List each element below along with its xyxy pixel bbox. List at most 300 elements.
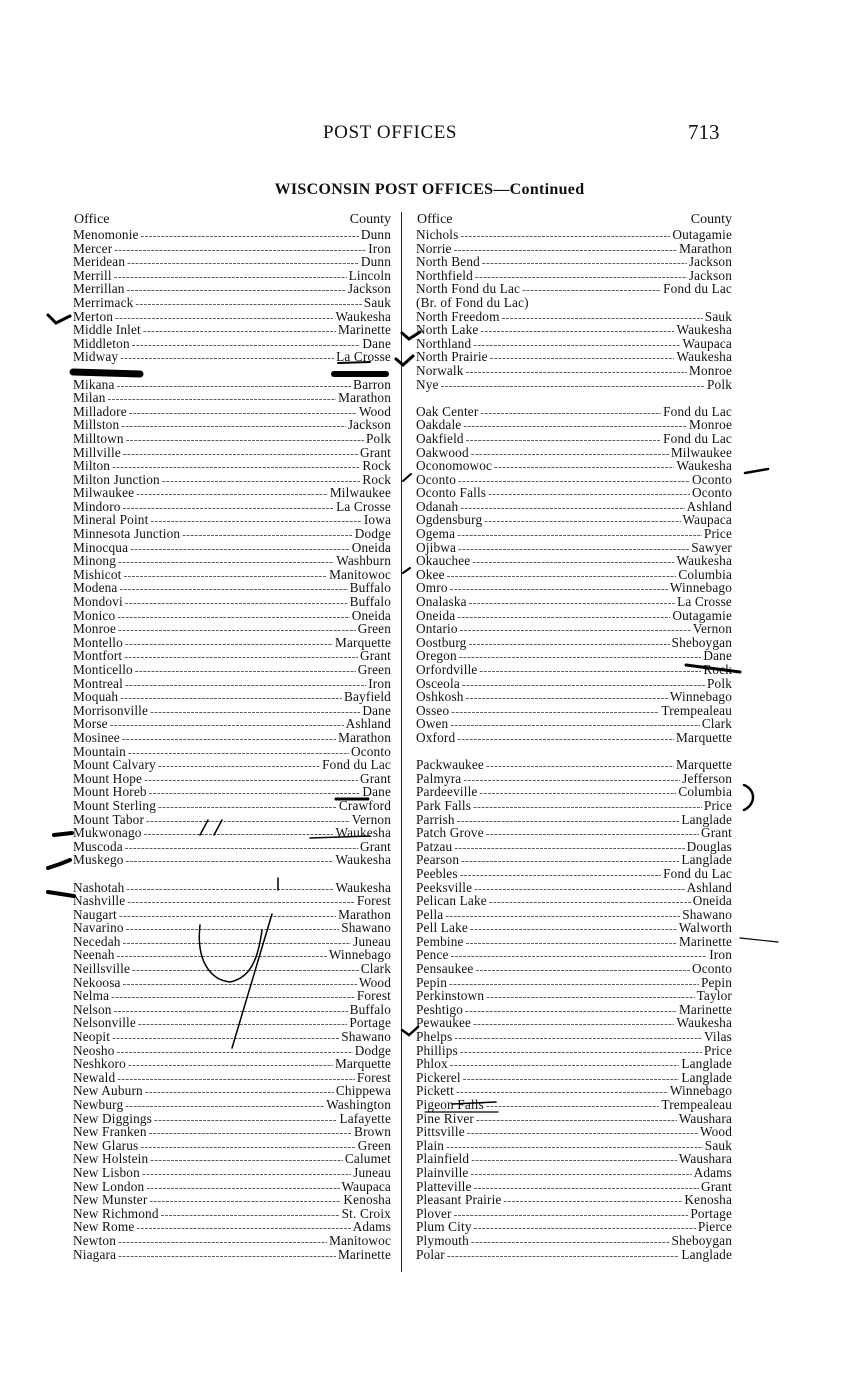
office-name: Nye <box>416 376 439 392</box>
directory-entry <box>73 731 391 745</box>
directory-entry <box>73 1044 391 1058</box>
county-name: Lincoln <box>348 267 391 283</box>
county-name: Jackson <box>347 281 391 297</box>
office-name: Merrill <box>73 267 112 283</box>
county-name: Oconto <box>691 471 732 487</box>
directory-entry <box>416 717 732 731</box>
dot-leader <box>454 1032 702 1046</box>
office-name: Pickett <box>416 1083 454 1099</box>
office-name: Merrillan <box>73 281 125 297</box>
county-name: Price <box>703 526 732 542</box>
office-name: Nelma <box>73 988 110 1004</box>
county-name: Winnebago <box>328 947 391 963</box>
dot-leader <box>471 1154 677 1168</box>
directory-entry <box>73 581 391 595</box>
dot-leader <box>475 964 689 978</box>
office-name: Necedah <box>73 933 121 949</box>
office-name: Pepin <box>416 974 448 990</box>
dot-leader <box>466 937 677 951</box>
directory-entry <box>73 772 391 786</box>
dot-leader <box>450 1059 680 1073</box>
county-name: Vernon <box>692 621 732 637</box>
directory-entry <box>416 337 732 351</box>
entry-note <box>416 296 732 310</box>
county-name: Pierce <box>697 1219 732 1235</box>
dot-leader <box>127 896 355 910</box>
office-name: New Munster <box>73 1192 148 1208</box>
county-name: La Crosse <box>336 498 391 514</box>
office-name: Muscoda <box>73 838 123 854</box>
county-name: Iowa <box>363 512 391 528</box>
dot-leader <box>114 244 366 258</box>
county-name: Marquette <box>676 729 732 745</box>
office-name: Oostburg <box>416 634 467 650</box>
directory-entry <box>73 840 391 854</box>
directory-entry <box>73 500 391 514</box>
county-name: Langlade <box>681 811 732 827</box>
county-name: Waukesha <box>335 852 391 868</box>
dot-leader <box>146 1182 339 1196</box>
directory-entry <box>416 378 732 392</box>
office-name: Plymouth <box>416 1232 469 1248</box>
office-name: Peshtigo <box>416 1001 464 1017</box>
office-name: Millston <box>73 417 120 433</box>
dot-leader <box>117 1073 355 1087</box>
county-name: Marathon <box>338 906 391 922</box>
dot-leader <box>486 760 674 774</box>
county-name: Milwaukee <box>329 485 391 501</box>
office-name: Pearson <box>416 852 460 868</box>
office-name: Morrisonville <box>73 702 149 718</box>
directory-entry <box>416 282 732 296</box>
dot-leader <box>123 937 352 951</box>
county-name: Barron <box>353 376 391 392</box>
office-name: North Prairie <box>416 349 488 365</box>
directory-entry <box>416 255 732 269</box>
running-title: POST OFFICES <box>323 122 458 143</box>
section-title: WISCONSIN POST OFFICES—Continued <box>274 181 585 198</box>
county-name: Trempealeau <box>661 702 732 718</box>
dot-leader <box>473 801 702 815</box>
county-name: Iron <box>368 240 391 256</box>
county-name: Waukesha <box>335 308 391 324</box>
county-name: Price <box>703 797 732 813</box>
dot-leader <box>115 312 333 326</box>
dot-leader <box>111 991 355 1005</box>
county-name: Ashland <box>686 879 732 895</box>
dot-leader <box>458 543 689 557</box>
county-name: Ashland <box>345 716 391 732</box>
office-name: Peeksville <box>416 879 473 895</box>
office-name: Mineral Point <box>73 512 149 528</box>
directory-entry <box>416 989 732 1003</box>
county-name: Sauk <box>704 1137 732 1153</box>
county-name: Buffalo <box>349 580 391 596</box>
office-name: North Fond du Lac <box>416 281 521 297</box>
office-name: Monticello <box>73 662 133 677</box>
dot-leader <box>136 488 328 502</box>
county-name: Wood <box>358 974 391 990</box>
dot-leader <box>138 1018 347 1032</box>
dot-leader <box>158 760 320 774</box>
county-name: Marquette <box>335 634 391 650</box>
directory-entry <box>73 296 391 310</box>
dot-leader <box>145 1086 334 1100</box>
dot-leader <box>502 312 703 326</box>
county-name: Sawyer <box>691 539 732 555</box>
left-column <box>73 211 391 1261</box>
dot-leader <box>149 787 361 801</box>
office-name: New London <box>73 1178 145 1194</box>
office-name: North Freedom <box>416 308 500 324</box>
county-name: Green <box>357 621 391 637</box>
county-name: Winnebago <box>669 689 732 705</box>
county-name: Fond du Lac <box>322 757 391 773</box>
dot-leader <box>114 271 347 285</box>
directory-entry <box>416 894 732 908</box>
directory-entry <box>73 310 391 324</box>
county-name: Langlade <box>681 1246 732 1262</box>
directory-entry <box>73 663 391 677</box>
directory-entry <box>416 446 732 460</box>
directory-entry <box>73 1193 391 1207</box>
county-name: La Crosse <box>336 349 391 365</box>
directory-entry <box>416 541 732 555</box>
county-name: Grant <box>359 838 391 854</box>
office-name: Mercer <box>73 240 113 256</box>
blank-line <box>73 867 391 881</box>
dot-leader <box>473 1018 674 1032</box>
office-name: Norrie <box>416 240 452 256</box>
office-name: Newburg <box>73 1097 124 1112</box>
dot-leader <box>135 665 356 679</box>
county-name: Dunn <box>360 227 391 242</box>
county-name: Monroe <box>689 417 732 433</box>
directory-entry <box>416 554 732 568</box>
dot-leader <box>150 706 360 720</box>
running-header <box>0 122 859 146</box>
dot-leader <box>454 244 677 258</box>
dot-leader <box>471 1236 670 1250</box>
directory-entry <box>73 473 391 487</box>
county-name: Marathon <box>679 240 732 256</box>
office-name: Pembine <box>416 933 464 949</box>
directory-entry <box>416 1248 732 1262</box>
dot-leader <box>476 1114 677 1128</box>
dot-leader <box>130 543 350 557</box>
county-name: Lafayette <box>339 1110 391 1126</box>
county-name: Portage <box>690 1205 732 1221</box>
office-name: Orfordville <box>416 662 478 677</box>
dot-leader <box>470 923 677 937</box>
dot-leader <box>486 991 694 1005</box>
dot-leader <box>460 869 661 883</box>
right-column-header <box>416 211 732 228</box>
directory-entry <box>73 282 391 296</box>
office-name: Peebles <box>416 865 458 881</box>
directory-entry <box>416 1098 732 1112</box>
directory-entry <box>416 323 732 337</box>
office-name: Monico <box>73 607 116 623</box>
directory-entry <box>416 921 732 935</box>
directory-entry <box>416 935 732 949</box>
directory-entry <box>73 921 391 935</box>
directory-entry <box>73 690 391 704</box>
office-name: Mindoro <box>73 498 121 514</box>
dot-leader <box>468 638 669 652</box>
directory-entry <box>73 1125 391 1139</box>
dot-leader <box>135 298 361 312</box>
dot-leader <box>450 719 699 733</box>
dot-leader <box>460 624 691 638</box>
office-name: Neosho <box>73 1042 115 1058</box>
office-name: Milton Junction <box>73 471 160 487</box>
county-name: Iron <box>709 947 732 963</box>
directory-entry <box>73 595 391 609</box>
office-name: Osceola <box>416 675 460 691</box>
dot-leader <box>126 855 334 869</box>
dot-leader <box>120 352 334 366</box>
dot-leader <box>457 529 702 543</box>
county-name: Grant <box>359 444 391 460</box>
directory-entry <box>416 867 732 881</box>
directory-entry <box>416 677 732 691</box>
office-name: Niagara <box>73 1246 117 1262</box>
dot-leader <box>474 1182 699 1196</box>
directory-entry <box>416 731 732 745</box>
office-name: Midway <box>73 349 119 365</box>
dot-leader <box>127 284 346 298</box>
dot-leader <box>488 488 690 502</box>
office-name: Platteville <box>416 1178 472 1194</box>
dot-leader <box>460 1046 702 1060</box>
directory-entry <box>73 881 391 895</box>
county-name: Washburn <box>336 553 391 569</box>
dot-leader <box>486 828 699 842</box>
county-name: Kenosha <box>684 1192 732 1208</box>
dot-leader <box>489 896 691 910</box>
county-name: Waukesha <box>676 349 732 365</box>
directory-entry <box>416 962 732 976</box>
county-name: Buffalo <box>349 1001 391 1017</box>
dot-leader <box>128 1059 333 1073</box>
office-column-label: Office <box>74 212 110 227</box>
directory-entry <box>73 758 391 772</box>
dot-leader <box>132 964 359 978</box>
county-name: St. Croix <box>341 1205 391 1221</box>
county-name: Clark <box>701 716 732 732</box>
office-name: Ogema <box>416 526 456 542</box>
county-column-label: County <box>690 212 732 227</box>
dot-leader <box>490 352 675 366</box>
dot-leader <box>108 393 337 407</box>
office-name: Menomonie <box>73 227 139 242</box>
office-name: Nelson <box>73 1001 112 1017</box>
directory-entry <box>416 1057 732 1071</box>
directory-entry <box>73 948 391 962</box>
directory-entry <box>416 799 732 813</box>
directory-entry <box>73 962 391 976</box>
county-name: Langlade <box>681 1069 732 1085</box>
dot-leader <box>121 420 346 434</box>
office-name: Plainville <box>416 1164 469 1180</box>
directory-entry <box>416 772 732 786</box>
directory-entry <box>416 364 732 378</box>
dot-leader <box>472 556 674 570</box>
directory-entry <box>416 350 732 364</box>
directory-entry <box>416 622 732 636</box>
office-name: Pelican Lake <box>416 893 487 909</box>
dot-leader <box>141 230 359 244</box>
office-name: Pence <box>416 947 449 963</box>
dot-leader <box>125 679 366 693</box>
county-name: Marinette <box>678 1001 732 1017</box>
left-column-header <box>73 211 391 228</box>
office-name: Mount Tabor <box>73 811 145 827</box>
office-name: Milwaukee <box>73 485 135 501</box>
directory-entry <box>416 636 732 650</box>
office-name: North Bend <box>416 254 480 270</box>
county-name: Vernon <box>351 811 391 827</box>
office-name: Mondovi <box>73 594 123 610</box>
office-name: Merrimack <box>73 294 134 310</box>
dot-leader <box>446 1141 703 1155</box>
directory-entry <box>73 1071 391 1085</box>
dot-leader <box>469 597 675 611</box>
office-name: Plover <box>416 1205 452 1221</box>
county-name: Dane <box>362 335 391 351</box>
directory-entry <box>416 649 732 663</box>
county-name: Washington <box>326 1097 391 1112</box>
office-name: New Richmond <box>73 1205 159 1221</box>
county-name: Winnebago <box>669 580 732 596</box>
directory-entry <box>73 1084 391 1098</box>
county-name: Polk <box>707 376 732 392</box>
office-name: New Rome <box>73 1219 135 1235</box>
dot-leader <box>118 1250 336 1264</box>
dot-leader <box>460 502 684 516</box>
office-name: Pine River <box>416 1110 475 1126</box>
office-name: Okauchee <box>416 553 471 569</box>
dot-leader <box>182 529 353 543</box>
directory-entry <box>73 908 391 922</box>
directory-entry <box>73 717 391 731</box>
dot-leader <box>114 1005 348 1019</box>
directory-entry <box>416 826 732 840</box>
county-name: Vilas <box>703 1029 732 1045</box>
county-name: Shawano <box>682 906 732 922</box>
dot-leader <box>125 597 348 611</box>
dot-leader <box>154 1114 337 1128</box>
directory-entry <box>416 242 732 256</box>
office-name: Northfield <box>416 267 473 283</box>
directory-entry <box>73 541 391 555</box>
county-name: Waukesha <box>335 879 391 895</box>
county-name: Adams <box>352 1219 391 1235</box>
directory-entry <box>416 704 732 718</box>
county-name: Oconto <box>691 961 732 977</box>
dot-leader <box>450 583 668 597</box>
office-name: Navarino <box>73 920 124 936</box>
county-name: Waupaca <box>682 512 732 528</box>
directory-entry <box>416 1234 732 1248</box>
office-name: Newton <box>73 1232 116 1248</box>
office-name: New Glarus <box>73 1137 139 1153</box>
county-name: Outagamie <box>672 607 732 623</box>
directory-entry <box>416 1193 732 1207</box>
directory-entry <box>416 1030 732 1044</box>
dot-leader <box>149 1127 352 1141</box>
county-name: Waukesha <box>676 553 732 569</box>
directory-entry <box>73 323 391 337</box>
dot-leader <box>119 910 336 924</box>
county-name: Monroe <box>689 362 732 378</box>
dot-leader <box>447 570 677 584</box>
directory-entry <box>416 758 732 772</box>
county-name: Waukesha <box>676 458 732 474</box>
office-name: Neshkoro <box>73 1056 126 1072</box>
office-name: Phillips <box>416 1042 458 1058</box>
office-name: Muskego <box>73 852 124 868</box>
directory-entry <box>73 1207 391 1221</box>
directory-entry <box>73 446 391 460</box>
dot-leader <box>456 1086 668 1100</box>
dot-leader <box>118 556 334 570</box>
county-name: Marinette <box>337 1246 391 1262</box>
dot-leader <box>150 1154 343 1168</box>
office-name: Minocqua <box>73 539 129 555</box>
dot-leader <box>449 978 699 992</box>
office-name: Oconto Falls <box>416 485 487 501</box>
office-name: Patch Grove <box>416 825 484 841</box>
county-name: Grant <box>359 770 391 786</box>
directory-entry <box>73 677 391 691</box>
directory-entry <box>416 513 732 527</box>
office-name: New Diggings <box>73 1110 152 1126</box>
office-name: Oak Center <box>416 403 479 419</box>
county-name: Forest <box>356 893 391 909</box>
county-name: Grant <box>700 825 732 841</box>
directory-entry <box>73 636 391 650</box>
dot-leader <box>143 325 336 339</box>
office-name: Phelps <box>416 1029 453 1045</box>
office-name: New Auburn <box>73 1083 143 1099</box>
dot-leader <box>158 801 337 815</box>
directory-entry <box>416 310 732 324</box>
office-name: Oconto <box>416 471 457 487</box>
dot-leader <box>463 1073 680 1087</box>
office-name: Milan <box>73 390 106 406</box>
county-name: Manitowoc <box>329 1232 391 1248</box>
dot-leader <box>466 692 668 706</box>
dot-leader <box>118 1236 327 1250</box>
office-name: Nelsonville <box>73 1015 136 1031</box>
directory-entry <box>416 813 732 827</box>
office-name: Oshkosh <box>416 689 464 705</box>
county-name: Milwaukee <box>670 444 732 460</box>
directory-entry <box>73 337 391 351</box>
office-name: Pickerel <box>416 1069 461 1085</box>
county-column-label: County <box>349 212 391 227</box>
directory-entry <box>73 1112 391 1126</box>
county-name: Outagamie <box>672 227 732 242</box>
county-name: Wood <box>358 403 391 419</box>
office-name: Polar <box>416 1246 445 1262</box>
directory-entry <box>73 418 391 432</box>
county-name: Sheboygan <box>671 634 732 650</box>
office-name: Ojibwa <box>416 539 457 555</box>
office-name: Pardeeville <box>416 784 478 800</box>
